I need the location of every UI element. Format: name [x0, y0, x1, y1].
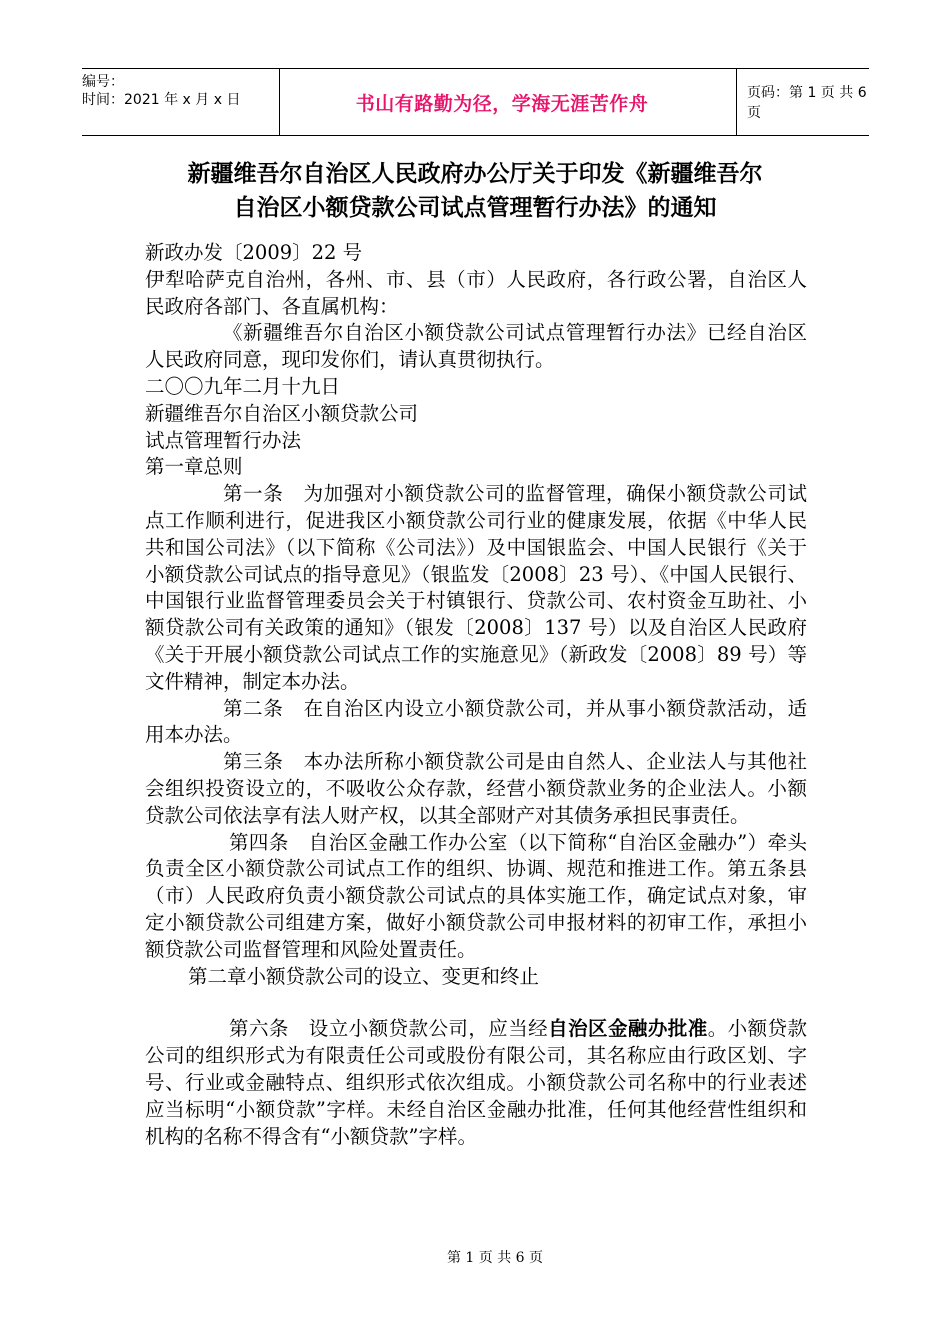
article-6-part-a: 第六条 设立小额贷款公司，应当经: [229, 1017, 549, 1041]
recipients: 伊犁哈萨克自治州，各州、市、县（市）人民政府，各行政公署，自治区人民政府各部门、各直属机构：: [145, 267, 807, 318]
article-6-part-b: 。小额贷款公司的组织形式为有限责任公司或股份有限公司，其名称应由行政区划、字号、行业或金融特点、组织形式依次组成。小额贷款公司名称中的行业表述应当标明“小额贷款”字样。未经自治区金融办批准，任何其他经营性组织和机构的名称不得含有“小额贷款”字样。: [145, 1017, 807, 1148]
document-title: [130, 157, 820, 225]
article-4: 第四条 自治区金融工作办公室（以下简称“自治区金融办”）牵头负责全区小额贷款公司试点工作的组织、协调、规范和推进工作。第五条县（市）人民政府负责小额贷款公司试点的具体实施工作，确定试点对象，审定小额贷款公司组建方案，做好小额贷款公司申报材料的初审工作，承担小额贷款公司监督管理和风险处置责任。: [145, 830, 807, 961]
header-table: [82, 68, 869, 136]
chapter-2-heading: 第二章小额贷款公司的设立、变更和终止: [188, 964, 540, 988]
issue-date: 二〇〇九年二月十九日: [145, 374, 341, 398]
page-label: 页码：第 1 页 共 6 页: [747, 85, 867, 121]
article-6-emphasis: 自治区金融办批准: [548, 1017, 708, 1041]
page-footer: 第 1 页 共 6 页: [446, 1250, 544, 1266]
title-line-2: 自治区小额贷款公司试点管理暂行办法》的通知: [233, 195, 717, 221]
article-3: 第三条 本办法所称小额贷款公司是由自然人、企业法人与其他社会组织投资设立的，不吸收公众存款，经营小额贷款业务的企业法人。小额贷款公司依法享有法人财产权，以其全部财产对其债务承担民事责任。: [145, 750, 807, 827]
article-6: [145, 1016, 807, 1150]
spacer: [145, 990, 807, 1016]
motto: 书山有路勤为径，学海无涯苦作舟: [355, 92, 649, 115]
document-body: [145, 240, 807, 1150]
header-page-cell: [737, 69, 879, 135]
article-1: 第一条 为加强对小额贷款公司的监督管理，确保小额贷款公司试点工作顺利进行，促进我区小额贷款公司行业的健康发展，依据《中华人民共和国公司法》（以下简称《公司法》）及中国银监会、中国人民银行《关于小额贷款公司试点的指导意见》（银监发〔2008〕23 号）、《中国人民银行、中国银行业监督管理委员会关于村镇银行、贷款公司、农村资金互助社、小额贷款公司有关政策的通知》（银发〔2008〕137 号）以及自治区人民政府《关于开展小额贷款公司试点工作的实施意见》（新政发〔2008〕89 号）等文件精神，制定本办法。: [145, 482, 807, 693]
article-2: 第二条 在自治区内设立小额贷款公司，并从事小额贷款活动，适用本办法。: [145, 696, 807, 747]
notice-text: 《新疆维吾尔自治区小额贷款公司试点管理暂行办法》已经自治区人民政府同意，现印发你们，请认真贯彻执行。: [145, 321, 807, 372]
subtitle-line-2: 试点管理暂行办法: [145, 428, 302, 452]
serial-label: 编号：: [82, 74, 124, 90]
header-meta: [82, 69, 278, 139]
subtitle-line-1: 新疆维吾尔自治区小额贷款公司: [145, 401, 419, 425]
doc-number: 新政办发〔2009〕22 号: [145, 241, 363, 264]
chapter-1-heading: 第一章总则: [145, 455, 243, 479]
time-label: 时间：2021 年 x 月 x 日: [82, 92, 241, 108]
title-line-1: 新疆维吾尔自治区人民政府办公厅关于印发《新疆维吾尔: [187, 161, 763, 187]
header-motto-cell: [279, 69, 737, 135]
